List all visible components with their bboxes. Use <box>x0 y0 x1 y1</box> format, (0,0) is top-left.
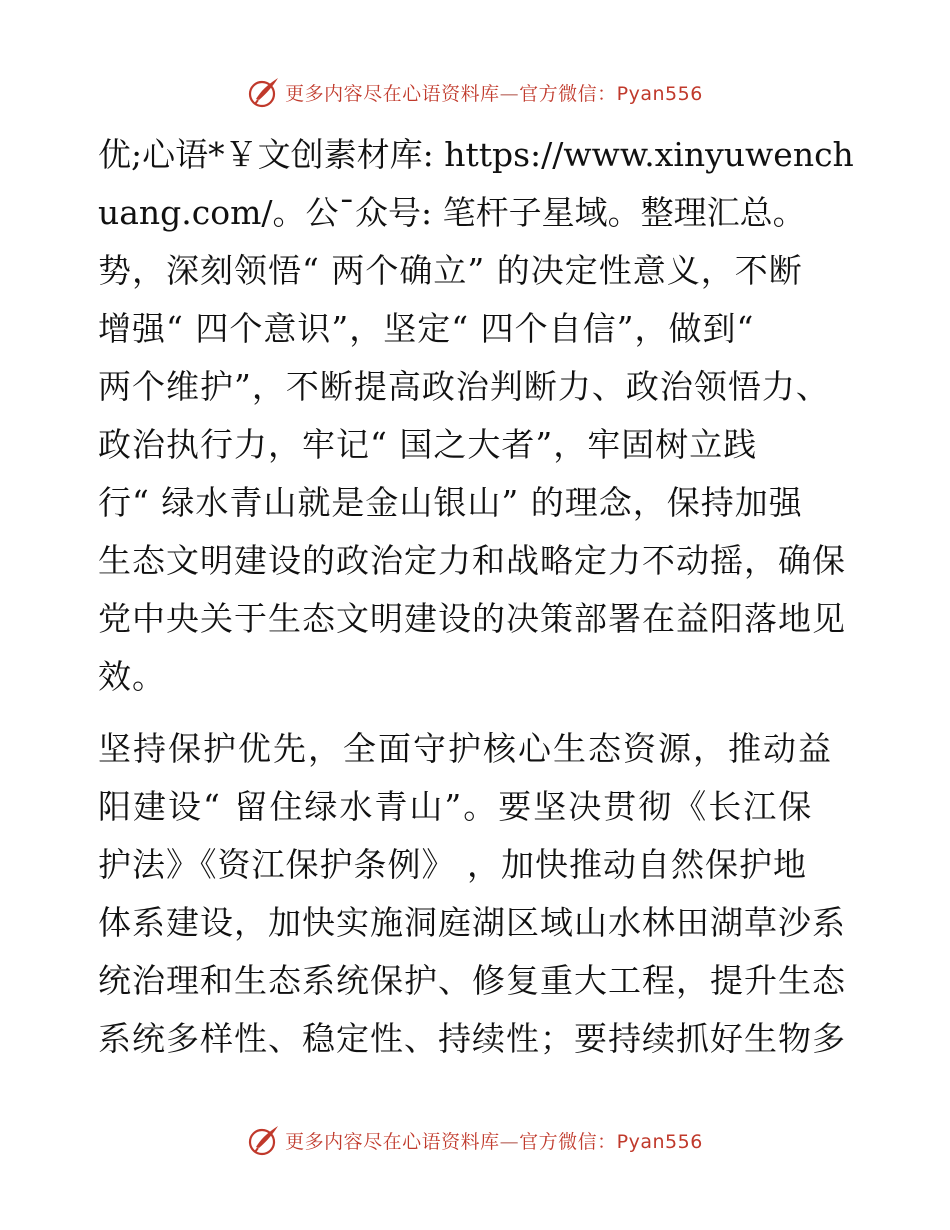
text-line: 坚持保护优先，全面守护核心生态资源，推动益 <box>98 729 833 768</box>
document-body <box>98 126 854 1068</box>
text-line: 生态文明建设的政治定力和战略定力不动摇，确保 <box>98 541 846 580</box>
paragraph-spacer <box>98 706 850 720</box>
text-line: 系统多样性、稳定性、持续性；要持续抓好生物多 <box>98 1019 846 1058</box>
text-line: 党中央关于生态文明建设的决策部署在益阳落地见 <box>98 599 846 638</box>
text-line: 优;心语*￥文创素材库: https://www.xinyuwench <box>98 135 854 174</box>
text-line: 体系建设，加快实施洞庭湖区域山水林田湖草沙系 <box>98 903 846 942</box>
text-line: 统治理和生态系统保护、修复重大工程，提升生态 <box>98 961 846 1000</box>
footer-watermark-banner <box>0 1120 950 1160</box>
text-line: 势，深刻领悟“ 两个确立” 的决定性意义，不断 <box>98 251 803 290</box>
text-line: 政治执行力，牢记“ 国之大者”，牢固树立践 <box>98 425 758 464</box>
text-line: 效。 <box>98 657 166 696</box>
header-banner-text: 更多内容尽在心语资料库—官方微信：Pyan556 <box>285 82 703 105</box>
header-watermark-banner <box>0 72 950 112</box>
text-line: 增强“ 四个意识”，坚定“ 四个自信”，做到“ <box>98 309 755 348</box>
paragraph-2 <box>98 720 850 1068</box>
quill-logo-icon <box>247 1123 281 1157</box>
text-line: 阳建设“ 留住绿水青山”。要坚决贯彻《长江保 <box>98 787 814 826</box>
text-line: 两个维护”，不断提高政治判断力、政治领悟力、 <box>98 367 830 406</box>
text-line: 行“ 绿水青山就是金山银山” 的理念，保持加强 <box>98 483 803 522</box>
quill-logo-icon <box>247 75 281 109</box>
text-line: 护法》《资江保护条例》 ，加快推动自然保护地 <box>98 845 807 884</box>
footer-banner-text: 更多内容尽在心语资料库—官方微信：Pyan556 <box>285 1130 703 1153</box>
paragraph-1 <box>98 126 854 706</box>
text-line: uang.com/。公¯众号: 笔杆子星域。整理汇总。 <box>98 193 806 232</box>
